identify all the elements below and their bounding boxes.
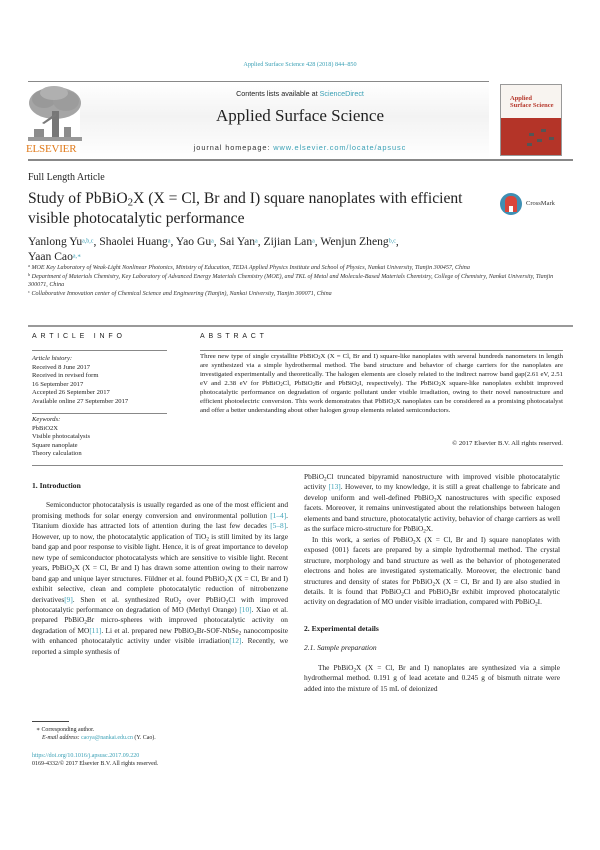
footnote-rule bbox=[32, 721, 69, 722]
author[interactable]: Zijian Lan$^a$ bbox=[263, 235, 315, 248]
affiliation: $^b$ Department of Materials Chemistry, Key Laboratory of Advanced Energy Materials Chemistry (MOE), and TKL of Metal and Molecule-Based Materials Chemistry, College of Chemistry, Nankai University, Tianjin 300071, China bbox=[28, 271, 554, 288]
section-heading-introduction: 1. Introduction bbox=[32, 481, 81, 490]
body-column-left bbox=[32, 481, 288, 657]
doi-link[interactable]: https://doi.org/10.1016/j.apsusc.2017.09.220 bbox=[32, 753, 140, 759]
cover-title-line2: Surface Science bbox=[510, 101, 554, 109]
cover-title bbox=[510, 96, 554, 109]
subsection-heading-sample-preparation: 2.1. Sample preparation bbox=[304, 643, 377, 653]
title-text: X (X = Cl, Br and I) square nanoplates with efficient visible photocatalytic performance bbox=[28, 190, 463, 227]
abstract-divider bbox=[200, 350, 563, 351]
history-item: Accepted 26 September 2017 bbox=[32, 389, 110, 397]
affiliation: $^a$ MOE Key Laboratory of Weak-Light Nonlinear Photonics, Ministry of Education, TEDA Applied Physics Institute and School of Physics, Nankai University, Tianjin 300457, China bbox=[28, 263, 470, 271]
article-title bbox=[28, 189, 468, 229]
author-list: Yanlong Yu$^{a,b,c}$, Shaolei Huang$^a$, Yao Gu$^a$, Sai Yan$^a$, Zijian Lan$^a$, Wenjun Zheng$^{b,c}$, Yaan Cao$^{a,∗}$ bbox=[28, 235, 399, 263]
elsevier-wordmark: ELSEVIER bbox=[26, 143, 77, 155]
author[interactable]: Sai Yan$^a$ bbox=[219, 235, 258, 248]
crossmark-notch bbox=[509, 206, 513, 212]
cover-graphic bbox=[549, 137, 554, 140]
citation-link[interactable]: [12] bbox=[229, 636, 242, 646]
homepage-prefix: journal homepage: bbox=[193, 143, 274, 152]
affiliation-divider bbox=[28, 325, 573, 327]
journal-homepage-link[interactable]: www.elsevier.com/locate/apsusc bbox=[273, 143, 407, 152]
journal-title: Applied Surface Science bbox=[215, 106, 385, 125]
corresponding-author-footnote: ∗ Corresponding author. E-mail address: caoya@nankai.edu.cn (Y. Cao). bbox=[36, 727, 156, 741]
title-subscript: 2 bbox=[127, 196, 134, 209]
history-item: 16 September 2017 bbox=[32, 380, 84, 388]
article-info-heading: ARTICLE INFO bbox=[32, 333, 126, 340]
author[interactable]: Shaolei Huang$^a$ bbox=[99, 235, 171, 248]
abstract-text: Three new type of single crystallite PbBiO$_2$X (X = Cl, Br and I) square-like nanoplates with several hundreds nanometers in length are synthesized via a simple hydrothermal method. The band structure and behavior of charge carriers for the nanoplates are investigated experimentally and theoretically. The halogen elements are closely related to the indirect narrow band gap(2.61 eV, 2.51 eV and 2.38 eV for PbBiO$_2$Cl, PbBiO$_2$Br and PbBiO$_2$I, respectively). The PbBiO$_2$X square-like nanoplates exhibit improved photocatalytic performance on degradation of organic pollutant under visible irradiation, owing to their novel nanostructure and efficient photoelectric conversion. This work demonstrates that PbBiO$_2$X nanoplates can be considered as a promising photocatalyst and offer a better understanding about other halogen group elements related semiconductors. bbox=[200, 353, 563, 415]
section-heading-experimental: 2. Experimental details bbox=[304, 623, 379, 633]
crossmark-button[interactable] bbox=[500, 192, 575, 216]
article-info-divider bbox=[32, 350, 167, 351]
history-item: Received in revised form bbox=[32, 372, 99, 380]
history-item: Available online 27 September 2017 bbox=[32, 397, 129, 405]
citation-link[interactable]: [5–8] bbox=[270, 521, 287, 531]
keyword: PbBiO2X bbox=[32, 424, 59, 432]
citation-link[interactable]: [9] bbox=[64, 594, 73, 604]
author[interactable]: Wenjun Zheng$^{b,c}$ bbox=[320, 235, 396, 248]
contents-prefix: Contents lists available at bbox=[236, 89, 320, 98]
cover-graphic bbox=[527, 143, 532, 146]
intro-paragraph: In this work, a series of PbBiO$_2$X (X = Cl, Br and I) square nanoplates with exposed {001} facets are prepared by a simple hydrothermal method. The crystal structure, morphology and band structure as well as the behavior of photogenerated electrons and holes are investigated systematically. Moreover, the electronic band structures and density of states for PbBiO$_2$X (X = Cl, Br and I) are also studied in details. It is found that PbBiO$_2$Cl and PbBiO$_2$Br exhibit improved photocatalytic activity on degradation of MO under visible irradiation, compared with PbBiO$_2$I. bbox=[304, 534, 560, 608]
cover-graphic bbox=[529, 133, 534, 136]
article-history bbox=[32, 355, 192, 407]
citation-link[interactable]: [11] bbox=[89, 625, 102, 635]
history-label: Article history: bbox=[32, 355, 73, 362]
affiliation: $^c$ Collaborative Innovation center of Chemical Science and Engineering (Tianjin), Nankai University, Tianjin 300071, China bbox=[28, 288, 332, 297]
body-column-right bbox=[304, 472, 560, 694]
article-type: Full Length Article bbox=[28, 172, 105, 183]
affiliations bbox=[28, 264, 573, 298]
crossmark-label: CrossMark bbox=[526, 200, 555, 207]
cover-title-line1: Applied bbox=[510, 95, 533, 102]
cover-graphic bbox=[537, 139, 542, 142]
keyword: Visible photocatalysis bbox=[32, 433, 91, 441]
issn-copyright: 0169-4332/© 2017 Elsevier B.V. All rights reserved. bbox=[32, 761, 159, 767]
author[interactable]: Yaan Cao$^{a,∗}$ bbox=[28, 250, 82, 263]
header-rule-bottom bbox=[28, 159, 573, 161]
keyword: Theory calculation bbox=[32, 450, 82, 458]
sciencedirect-link[interactable]: ScienceDirect bbox=[319, 89, 364, 98]
intro-paragraph: Semiconductor photocatalysis is usually regarded as one of the most efficient and promising methods for solar energy conversion and environmental pollution [1–4]. Titanium dioxide has attracted lots of attention during the last few decades [5–8]. However, up to now, the photocatalytic application of TiO$_2$ is still limited by its large band gap and poor response to visible light. Hence, it is of great importance to develop new type of semiconductor photocatalysts which are sensitive to visible light. Recent years, PbBiO$_2$X (X = Cl, Br and I) has drawn some attention owing to their narrow band gap and unique layer structures. Füldner et al. found PbBiO$_2$X (X = Cl, Br and I) exhibit selective, clean and complete photocatalytic reduction of nitrobenzene derivatives[9]. Shen et al. synthesized RuO$_2$ over PbBiO$_2$Cl with improved photocatalytic performance on degradation of MO (Methyl Orange) [10]. Xiao et al. prepared PbBiO$_2$Br micro-spheres with improved photocatalytic activity on degradation of MO[11]. Li et al. prepared new PbBiO$_2$Br-SOF-NbSe$_2$ nanocomposite with enhanced photocatalytic activity under visible irradiation[12]. Recently, we reported a simple synthesis of bbox=[32, 500, 289, 656]
cover-graphic bbox=[541, 129, 546, 132]
abstract-heading: ABSTRACT bbox=[200, 333, 268, 340]
author-email-link[interactable]: caoya@nankai.edu.cn bbox=[81, 735, 133, 741]
citation-link[interactable]: [13] bbox=[328, 482, 341, 492]
body-divider bbox=[32, 465, 563, 466]
keywords-divider bbox=[32, 413, 167, 414]
citation-link[interactable]: [1–4] bbox=[270, 510, 287, 520]
keywords bbox=[32, 416, 192, 459]
title-text: Study of PbBiO bbox=[28, 190, 128, 207]
citation-link[interactable]: [10] bbox=[239, 604, 252, 614]
journal-citation-link[interactable]: Applied Surface Science 428 (2018) 844–850 bbox=[243, 61, 357, 68]
keywords-label: Keywords: bbox=[32, 416, 61, 423]
keyword: Square nanoplate bbox=[32, 441, 78, 449]
author[interactable]: Yao Gu$^a$ bbox=[175, 235, 214, 248]
methods-paragraph: The PbBiO$_2$X (X = Cl, Br and I) nanoplates are synthesized via a simple hydrothermal method. 0.191 g of lead acetate and 0.245 g of bismuth nitrate were added into the mixture of 15 mL of deionized bbox=[304, 662, 560, 693]
abstract-copyright: © 2017 Elsevier B.V. All rights reserved. bbox=[452, 440, 563, 447]
intro-paragraph-continued: PbBiO$_2$Cl truncated bipyramid nanostructure with improved visible photocatalytic activity [13]. However, to my knowledge, it is still a great challenge to fabricate and develop uniform and well-defined PbBiO$_2$X nanostructures with specific exposed facets. Moreover, it remains uninvestigated about the relationships between halogen elements and band structure, photocatalytic activity, behavior of charge carriers as well as the surface micro-structure for PbBiO$_2$X. bbox=[304, 472, 560, 535]
history-item: Received 8 June 2017 bbox=[32, 363, 91, 371]
author[interactable]: Yanlong Yu$^{a,b,c}$ bbox=[28, 235, 94, 248]
journal-cover-thumbnail[interactable] bbox=[500, 84, 562, 156]
